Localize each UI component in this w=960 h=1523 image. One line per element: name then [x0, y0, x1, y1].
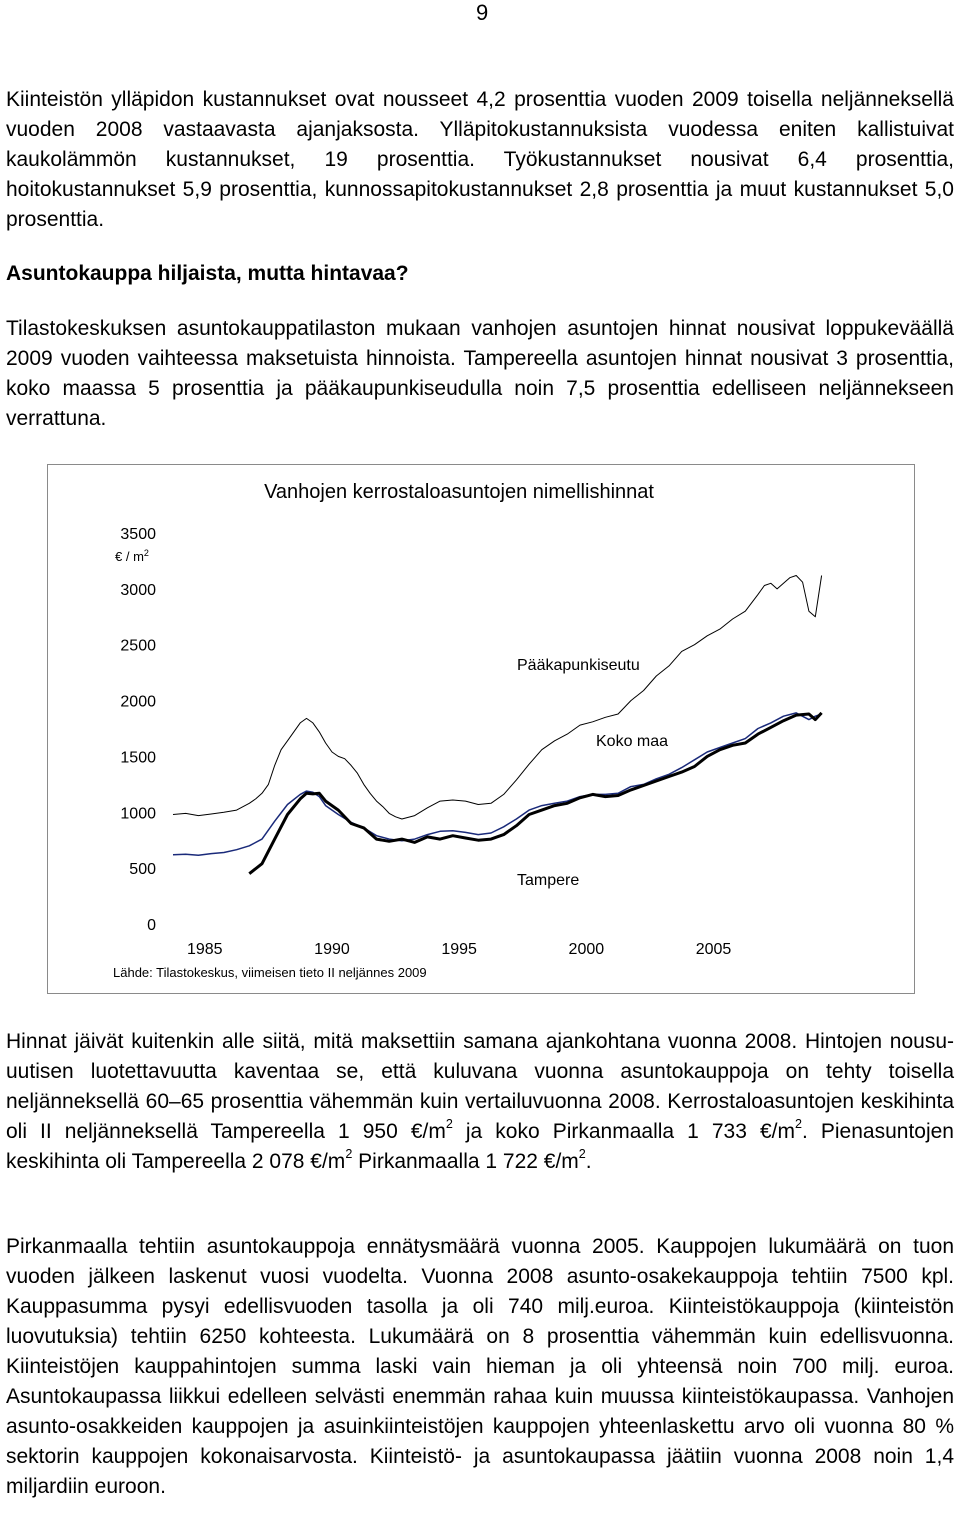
series-line-3: [249, 713, 821, 874]
x-tick-label: 2005: [695, 941, 732, 958]
series-line-1: [173, 576, 822, 820]
p3-text-b: ja koko Pirkanmaalla 1 733 €/m: [452, 1120, 795, 1143]
paragraph-housing-prices: Tilastokeskuksen asuntokauppatilaston mukaan vanhojen asuntojen hinnat nousivat loppukeväällä 2009 vuoden vaihteessa maksetuista hinnoista. Tampereella asuntojen hinnat nousivat 3 prosenttia, koko maassa 5 prosenttia ja pääkaupunkiseudulla noin 7,5 prosenttia edelliseen neljännekseen verrattuna.: [6, 317, 954, 430]
label-tampere: Tampere: [517, 872, 580, 889]
p3-sup-3: 2: [345, 1146, 353, 1161]
price-chart-figure: [47, 464, 915, 994]
p3-text-a: Hinnat jäivät kuitenkin alle siitä, mitä maksettiin samana ajankohtana vuonna 2008. Hintojen nousu-uutisen luotettavuutta kaventaa se, että kuluvana vuonna asuntokauppoja on tehty toisella neljänneksellä 60–65 prosenttia vähemmän kuin vertailuvuonna 2008. Kerrostaloasuntojen keskihinta oli II neljänneksellä Tampereella 1 950 €/m: [6, 1030, 954, 1143]
x-tick-label: 2000: [568, 941, 605, 958]
series-line-2: [173, 713, 822, 855]
label-paakaupunkiseutu: Pääkapunkiseutu: [517, 657, 640, 674]
x-ticks: [187, 941, 731, 958]
paragraph-price-comparison: [6, 1027, 954, 1177]
y-axis-unit-sup: 2: [143, 548, 149, 558]
p3-text-e: .: [585, 1150, 592, 1173]
y-tick-label: 500: [129, 861, 156, 879]
series-lines: [173, 576, 822, 874]
p3-sup-4: 2: [578, 1146, 586, 1161]
section-heading: Asuntokauppa hiljaista, mutta hintavaa?: [6, 262, 409, 285]
y-tick-label: 2500: [120, 637, 156, 655]
price-chart: [48, 465, 916, 995]
y-tick-label: 3500: [120, 526, 156, 543]
x-tick-label: 1990: [314, 941, 350, 958]
y-tick-label: 0: [147, 917, 156, 934]
y-tick-label: 1500: [120, 749, 156, 767]
y-tick-label: 2000: [120, 693, 156, 711]
p3-text-c: . Pienasuntojen keskihinta oli Tampereella 2 078 €/m: [6, 1120, 954, 1173]
x-tick-label: 1995: [441, 941, 477, 958]
page-number: 9: [476, 0, 489, 25]
chart-source: Lähde: Tilastokeskus, viimeisen tieto II neljännes 2009: [113, 965, 427, 980]
y-axis-unit-text: € / m: [115, 549, 144, 564]
p3-sup-1: 2: [445, 1116, 453, 1131]
p3-sup-2: 2: [794, 1116, 802, 1131]
y-axis-unit: [115, 548, 149, 564]
paragraph-maintenance-costs: Kiinteistön ylläpidon kustannukset ovat nousseet 4,2 prosenttia vuoden 2009 toisella neljänneksellä vuoden 2008 vastaavasta ajanjaksosta. Ylläpitokustannuksista vuodessa eniten kallistuivat kaukolämmön kustannukset, 19 prosenttia. Työkustannukset nousivat 6,4 prosenttia, hoitokustannukset 5,9 prosenttia, kunnossapitokustannukset 2,8 prosenttia ja muut kustannukset 5,0 prosenttia.: [6, 88, 954, 231]
paragraph-pirkanmaa-trade: Pirkanmaalla tehtiin asuntokauppoja ennätysmäärä vuonna 2005. Kauppojen lukumäärä on tuon vuoden jälkeen laskenut vuosi vuodelta. Vuonna 2008 asunto-osakekauppoja tehtiin 7500 kpl. Kauppasumma pysyi edellisvuoden tasolla ja oli 740 milj.euroa. Kiinteistökauppoja (kiinteistön luovutuksia) tehtiin 6250 kohteesta. Lukumäärä on 8 prosenttia vähemmän kuin edellisvuonna. Kiinteistöjen kauppahintojen summa laski vain hieman ja oli yhteensä noin 700 milj. euroa. Asuntokaupassa liikkui edelleen selvästi enemmän rahaa kuin muussa kiinteistökaupassa. Vanhojen asunto-osakkeiden kauppojen ja asuinkiinteistöjen kauppojen yhteenlaskettu arvo oli vuonna 80 % sektorin kauppojen kokonaisarvosta. Kiinteistö- ja asuntokaupassa jäätiin vuonna 2008 noin 1,4 miljardiin euroon.: [6, 1235, 954, 1498]
p3-text-d: Pirkanmaalla 1 722 €/m: [352, 1150, 579, 1173]
chart-title: Vanhojen kerrostaloasuntojen nimellishinnat: [264, 481, 654, 503]
y-ticks: [120, 526, 156, 934]
y-tick-label: 1000: [120, 805, 156, 823]
x-tick-label: 1985: [186, 941, 223, 958]
label-koko-maa: Koko maa: [596, 733, 669, 750]
y-tick-label: 3000: [120, 581, 156, 599]
